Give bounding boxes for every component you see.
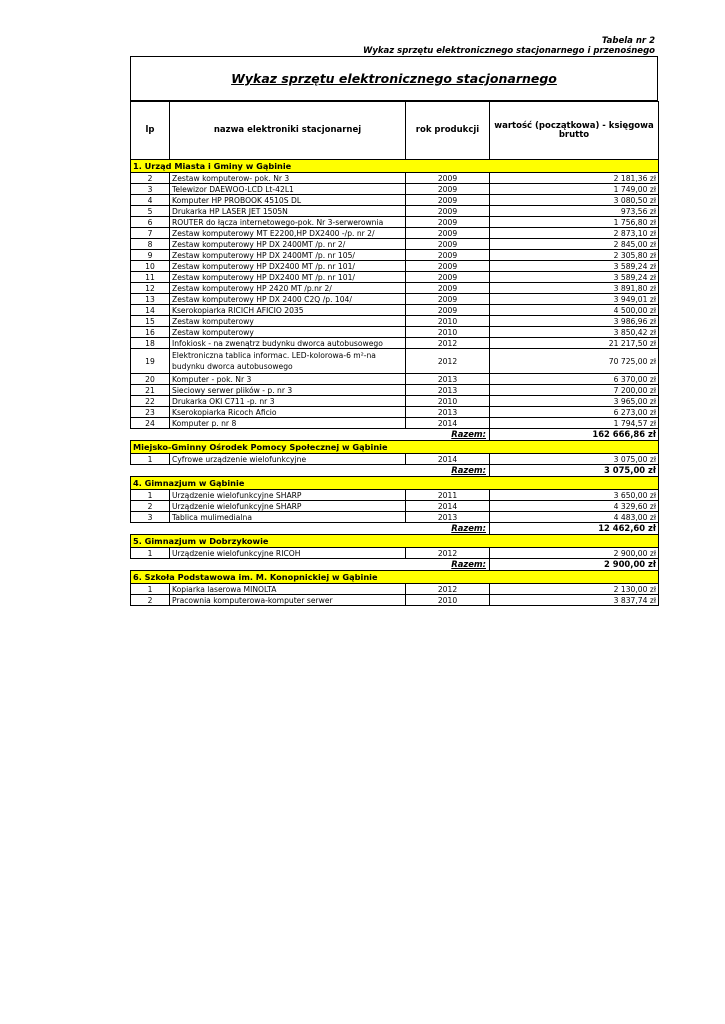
cell-year: 2010	[406, 396, 490, 407]
cell-name: ROUTER do łącza internetowego-pok. Nr 3-serwerownia	[170, 217, 406, 228]
cell-year: 2009	[406, 195, 490, 206]
section-header	[131, 441, 659, 454]
table-row	[131, 396, 659, 407]
cell-lp: 1	[131, 548, 170, 559]
cell-value: 6 273,00 zł	[490, 407, 659, 418]
total-row	[131, 465, 659, 477]
cell-lp: 8	[131, 239, 170, 250]
table-row	[131, 512, 659, 523]
table-row	[131, 490, 659, 501]
cell-year: 2010	[406, 595, 490, 606]
cell-name: Kserokopiarka Ricoch Aficio	[170, 407, 406, 418]
cell-year: 2012	[406, 338, 490, 349]
cell-year: 2010	[406, 327, 490, 338]
cell-year: 2009	[406, 305, 490, 316]
cell-value: 6 370,00 zł	[490, 374, 659, 385]
cell-value: 4 500,00 zł	[490, 305, 659, 316]
cell-value: 70 725,00 zł	[490, 349, 659, 374]
cell-lp: 23	[131, 407, 170, 418]
cell-year: 2012	[406, 584, 490, 595]
cell-name: Drukarka OKI C711 -p. nr 3	[170, 396, 406, 407]
cell-year: 2013	[406, 512, 490, 523]
table-row	[131, 261, 659, 272]
cell-year: 2012	[406, 548, 490, 559]
table-row	[131, 407, 659, 418]
cell-name: Tablica mulimedialna	[170, 512, 406, 523]
cell-value: 2 130,00 zł	[490, 584, 659, 595]
cell-lp: 10	[131, 261, 170, 272]
table-row	[131, 272, 659, 283]
cell-value: 2 900,00 zł	[490, 548, 659, 559]
cell-lp: 6	[131, 217, 170, 228]
table-row	[131, 239, 659, 250]
cell-lp: 4	[131, 195, 170, 206]
cell-year: 2013	[406, 374, 490, 385]
cell-lp: 20	[131, 374, 170, 385]
total-value: 12 462,60 zł	[490, 523, 659, 535]
cell-year: 2009	[406, 283, 490, 294]
cell-value: 2 845,00 zł	[490, 239, 659, 250]
total-row	[131, 559, 659, 571]
table-row	[131, 595, 659, 606]
total-label: Razem:	[451, 559, 486, 569]
total-value: 162 666,86 zł	[490, 429, 659, 441]
col-year: rok produkcji	[406, 102, 490, 160]
cell-value: 1 749,00 zł	[490, 184, 659, 195]
cell-name: Zestaw komputerowy HP DX 2400 C2Q /p. 104/	[170, 294, 406, 305]
cell-name: Urządzenie wielofunkcyjne RICOH	[170, 548, 406, 559]
cell-value: 3 891,80 zł	[490, 283, 659, 294]
section-title: 4. Gimnazjum w Gąbinie	[131, 477, 659, 490]
column-header-row	[131, 102, 659, 160]
cell-year: 2013	[406, 385, 490, 396]
total-row	[131, 523, 659, 535]
total-label: Razem:	[451, 465, 486, 475]
cell-value: 21 217,50 zł	[490, 338, 659, 349]
cell-value: 2 873,10 zł	[490, 228, 659, 239]
cell-lp: 19	[131, 349, 170, 374]
cell-value: 3 589,24 zł	[490, 272, 659, 283]
col-value: wartość (początkowa) - księgowa brutto	[490, 102, 659, 160]
cell-lp: 9	[131, 250, 170, 261]
section-title: 5. Gimnazjum w Dobrzykowie	[131, 535, 659, 548]
cell-lp: 7	[131, 228, 170, 239]
inventory-sheet	[130, 56, 658, 606]
cell-lp: 12	[131, 283, 170, 294]
cell-name: Infokiosk - na zwenątrz budynku dworca autobusowego	[170, 338, 406, 349]
cell-name: Urządzenie wielofunkcyjne SHARP	[170, 501, 406, 512]
cell-name: Sieciowy serwer plików - p. nr 3	[170, 385, 406, 396]
cell-name: Zestaw komputerowy	[170, 327, 406, 338]
cell-year: 2009	[406, 294, 490, 305]
cell-value: 3 080,50 zł	[490, 195, 659, 206]
cell-value: 3 837,74 zł	[490, 595, 659, 606]
cell-name: Pracownia komputerowa-komputer serwer	[170, 595, 406, 606]
table-row	[131, 228, 659, 239]
cell-lp: 24	[131, 418, 170, 429]
total-value: 2 900,00 zł	[490, 559, 659, 571]
table-row	[131, 385, 659, 396]
table-row	[131, 548, 659, 559]
cell-year: 2014	[406, 418, 490, 429]
cell-lp: 1	[131, 584, 170, 595]
cell-value: 1 756,80 zł	[490, 217, 659, 228]
table-row	[131, 327, 659, 338]
cell-name: Zestaw komputerowy	[170, 316, 406, 327]
section-title: 6. Szkoła Podstawowa im. M. Konopnickiej w Gąbinie	[131, 571, 659, 584]
cell-value: 3 850,42 zł	[490, 327, 659, 338]
table-row	[131, 374, 659, 385]
table-row	[131, 338, 659, 349]
cell-name: Komputer - pok. Nr 3	[170, 374, 406, 385]
cell-year: 2009	[406, 261, 490, 272]
cell-name: Cyfrowe urządzenie wielofunkcyjne	[170, 454, 406, 465]
cell-value: 7 200,00 zł	[490, 385, 659, 396]
cell-year: 2009	[406, 250, 490, 261]
cell-name: Zestaw komputerowy HP DX2400 MT /p. nr 101/	[170, 272, 406, 283]
cell-name: Zestaw komputerowy HP 2420 MT /p.nr 2/	[170, 283, 406, 294]
inventory-table	[130, 101, 659, 606]
cell-year: 2011	[406, 490, 490, 501]
cell-lp: 1	[131, 490, 170, 501]
cell-value: 4 483,00 zł	[490, 512, 659, 523]
table-row	[131, 294, 659, 305]
cell-name: Zestaw komputerowy HP DX2400 MT /p. nr 101/	[170, 261, 406, 272]
section-header	[131, 477, 659, 490]
cell-value: 3 075,00 zł	[490, 454, 659, 465]
cell-name: Zestaw komputerow- pok. Nr 3	[170, 173, 406, 184]
col-name: nazwa elektroniki stacjonarnej	[170, 102, 406, 160]
cell-year: 2014	[406, 501, 490, 512]
cell-year: 2009	[406, 272, 490, 283]
cell-lp: 3	[131, 184, 170, 195]
cell-lp: 2	[131, 173, 170, 184]
cell-lp: 15	[131, 316, 170, 327]
table-row	[131, 283, 659, 294]
total-label: Razem:	[451, 429, 486, 439]
cell-lp: 2	[131, 501, 170, 512]
cell-year: 2009	[406, 206, 490, 217]
cell-name: Zestaw komputerowy HP DX 2400MT /p. nr 2/	[170, 239, 406, 250]
table-row	[131, 195, 659, 206]
table-row	[131, 217, 659, 228]
cell-lp: 16	[131, 327, 170, 338]
table-row	[131, 173, 659, 184]
cell-value: 973,56 zł	[490, 206, 659, 217]
cell-year: 2009	[406, 173, 490, 184]
cell-value: 2 305,80 zł	[490, 250, 659, 261]
cell-lp: 13	[131, 294, 170, 305]
table-row	[131, 501, 659, 512]
total-row	[131, 429, 659, 441]
cell-name: Zestaw komputerowy MT E2200,HP DX2400 -/p. nr 2/	[170, 228, 406, 239]
cell-year: 2009	[406, 217, 490, 228]
total-value: 3 075,00 zł	[490, 465, 659, 477]
table-number: Tabela nr 2	[601, 36, 655, 46]
cell-lp: 22	[131, 396, 170, 407]
cell-year: 2010	[406, 316, 490, 327]
cell-name: Urządzenie wielofunkcyjne SHARP	[170, 490, 406, 501]
cell-lp: 11	[131, 272, 170, 283]
cell-value: 4 329,60 zł	[490, 501, 659, 512]
table-row	[131, 349, 659, 374]
cell-name: Komputer p. nr 8	[170, 418, 406, 429]
cell-name: Elektroniczna tablica informac. LED-kolorowa-6 m²-na budynku dworca autobusowego	[170, 349, 406, 374]
title-box	[130, 56, 658, 101]
table-row	[131, 305, 659, 316]
cell-value: 1 794,57 zł	[490, 418, 659, 429]
cell-year: 2014	[406, 454, 490, 465]
cell-value: 3 650,00 zł	[490, 490, 659, 501]
table-row	[131, 418, 659, 429]
total-label: Razem:	[451, 523, 486, 533]
section-title: 1. Urząd Miasta i Gminy w Gąbinie	[131, 160, 659, 173]
cell-name: Drukarka HP LASER JET 1505N	[170, 206, 406, 217]
cell-name: Kserokopiarka RICICH AFICIO 2035	[170, 305, 406, 316]
cell-name: Telewizor DAEWOO-LCD Lt-42L1	[170, 184, 406, 195]
table-row	[131, 584, 659, 595]
cell-lp: 14	[131, 305, 170, 316]
table-row	[131, 250, 659, 261]
col-lp: lp	[131, 102, 170, 160]
cell-value: 3 949,01 zł	[490, 294, 659, 305]
table-row	[131, 206, 659, 217]
cell-value: 3 589,24 zł	[490, 261, 659, 272]
cell-lp: 3	[131, 512, 170, 523]
page-title: Wykaz sprzętu elektronicznego stacjonarnego	[231, 71, 557, 86]
cell-value: 2 181,36 zł	[490, 173, 659, 184]
section-header	[131, 535, 659, 548]
cell-lp: 18	[131, 338, 170, 349]
cell-value: 3 986,96 zł	[490, 316, 659, 327]
table-subtitle: Wykaz sprzętu elektronicznego stacjonarnego i przenośnego	[362, 46, 655, 56]
cell-year: 2009	[406, 239, 490, 250]
cell-year: 2009	[406, 228, 490, 239]
cell-lp: 2	[131, 595, 170, 606]
cell-name: Kopiarka laserowa MINOLTA	[170, 584, 406, 595]
table-row	[131, 184, 659, 195]
table-row	[131, 454, 659, 465]
cell-value: 3 965,00 zł	[490, 396, 659, 407]
cell-year: 2009	[406, 184, 490, 195]
cell-lp: 1	[131, 454, 170, 465]
cell-name: Zestaw komputerowy HP DX 2400MT /p. nr 105/	[170, 250, 406, 261]
cell-lp: 5	[131, 206, 170, 217]
cell-lp: 21	[131, 385, 170, 396]
cell-year: 2012	[406, 349, 490, 374]
section-title: Miejsko-Gminny Ośrodek Pomocy Społecznej w Gąbinie	[131, 441, 659, 454]
table-row	[131, 316, 659, 327]
section-header	[131, 571, 659, 584]
cell-year: 2013	[406, 407, 490, 418]
cell-name: Komputer HP PROBOOK 4510S DL	[170, 195, 406, 206]
section-header	[131, 160, 659, 173]
